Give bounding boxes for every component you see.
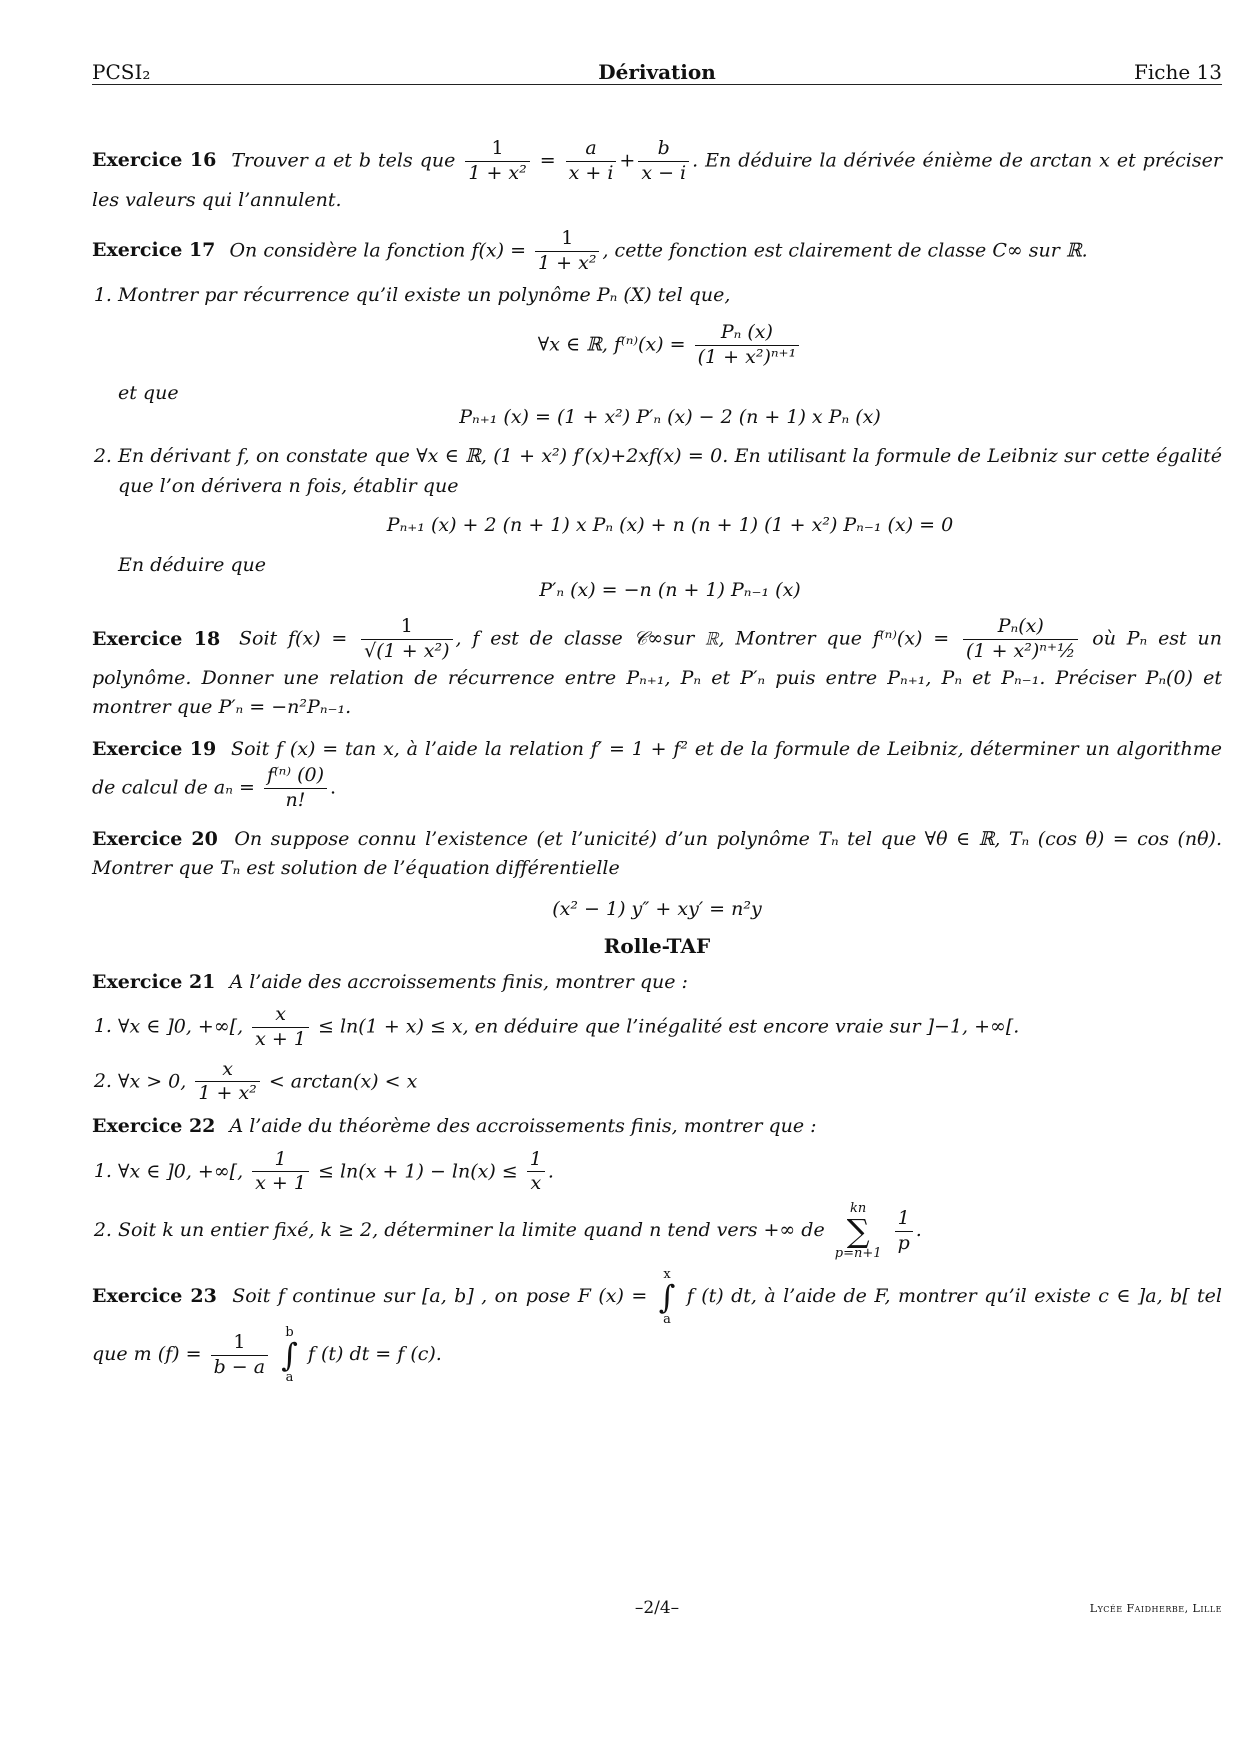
question-1: 1. ∀x ∈ ]0, +∞[, $\frac{1}{x + 1}$ ≤ ln(x + 1) − ln(x) ≤ $\frac{1}{x}$ .: [118, 1148, 1222, 1197]
exercise-23: Exercice 23 Soit f continue sur [a, b] , on pose F (x) = x ∫ a f (t) dt, à l’aide de F, montrer qu’il existe c ∈ ]a, b[ tel que m (f) = $\frac{1}{b - a}$ b ∫ a f (t) dt = f (c).: [92, 1267, 1222, 1385]
fraction: $\frac{\text{Pₙ(x)}}{\text{(1 + x²)ⁿ⁺½}}$: [963, 615, 1078, 664]
exercise-title: Exercice 19: [92, 737, 217, 760]
page-number: –2/4–: [634, 1598, 680, 1618]
question-2: 2. Soit k un entier fixé, k ≥ 2, déterminer la limite quand n tend vers +∞ de kn ∑ p=n+1 $\frac{1}{p}$ .: [118, 1202, 1222, 1260]
exercise-22-questions: [118, 1148, 1222, 1261]
exercise-title: Exercice 21: [92, 970, 216, 993]
exercise-title: Exercice 22: [92, 1115, 216, 1138]
question-1: 1. ∀x ∈ ]0, +∞[, $\frac{x}{x + 1}$ ≤ ln(1 + x) ≤ x, en déduire que l’inégalité est encore vraie sur ]−1, +∞[.: [118, 1003, 1222, 1052]
header-sheet: Fiche 13: [1134, 60, 1222, 84]
exercise-18: Exercice 18 Soit f(x) = $\frac{1}{\text{√(1 + x²)}}$ , f est de classe 𝒞∞sur ℝ, Montrer que f⁽ⁿ⁾(x) = $\frac{\text{Pₙ(x)}}{\text{(1 + x²)ⁿ⁺½}}$ où Pₙ est un polynôme. Donner une relation de récurrence entre Pₙ₊₁, Pₙ et P′ₙ puis entre Pₙ₊₁, Pₙ et Pₙ₋₁. Préciser Pₙ(0) et montrer que P′ₙ = −n²Pₙ₋₁.: [92, 615, 1222, 719]
fraction: $\frac{a}{x + i}$: [566, 137, 617, 186]
display-equation: ∀x ∈ ℝ, f⁽ⁿ⁾(x) = $\frac{\text{Pₙ (x)}}{\text{(1 + x²)ⁿ⁺¹}}$: [118, 321, 1222, 370]
display-equation: Pₙ₊₁ (x) + 2 (n + 1) x Pₙ (x) + n (n + 1) (1 + x²) Pₙ₋₁ (x) = 0: [386, 514, 954, 537]
exercise-21: Exercice 21 A l’aide des accroissements finis, montrer que :: [92, 970, 688, 993]
question-1: 1. Montrer par récurrence qu’il existe un polynôme Pₙ (X) tel que, ∀x ∈ ℝ, f⁽ⁿ⁾(x) = $\frac{\text{Pₙ (x)}}{\text{(1 + x²)ⁿ⁺¹}}$ et que Pₙ₊₁ (x) = (1 + x²) P′ₙ (x) − 2 (n + 1) x Pₙ (x): [118, 281, 1222, 432]
fraction: $\frac{1}{\text{1 + x²}}$: [535, 227, 599, 276]
exercise-title: Exercice 16: [92, 149, 217, 172]
integral: x ∫ a: [658, 1267, 676, 1327]
section-title: Rolle-TAF: [603, 933, 711, 958]
fraction: $\frac{1}{\text{1 + x²}}$: [465, 137, 529, 186]
question-2: 2. En dérivant f, on constate que ∀x ∈ ℝ, (1 + x²) f′(x)+2xf(x) = 0. En utilisant la formule de Leibniz sur cette égalité que l’on dérivera n fois, établir que Pₙ₊₁ (x) + 2 (n + 1) x Pₙ (x) + n (n + 1) (1 + x²) Pₙ₋₁ (x) = 0 En déduire que P′ₙ (x) = −n (n + 1) Pₙ₋₁ (x): [118, 442, 1222, 605]
fraction: $\frac{b}{x - i}$: [638, 137, 689, 186]
exercise-title: Exercice 23: [92, 1285, 217, 1307]
header-title: Dérivation: [598, 60, 716, 84]
header-class: PCSI₂: [92, 60, 151, 84]
summation: kn ∑ p=n+1: [834, 1201, 882, 1261]
exercise-20: Exercice 20 On suppose connu l’existence (et l’unicité) d’un polynôme Tₙ tel que ∀θ ∈ ℝ, Tₙ (cos θ) = cos (nθ). Montrer que Tₙ est solution de l’équation différentielle: [92, 827, 1222, 880]
exercise-17: Exercice 17 On considère la fonction f(x) = $\frac{1}{\text{1 + x²}}$ , cette fonction est clairement de classe C∞ sur ℝ.: [92, 226, 1088, 274]
integral: b ∫ a: [281, 1325, 298, 1385]
page-header: [92, 56, 1222, 85]
exercise-title: Exercice 18: [92, 627, 221, 650]
display-equation: P′ₙ (x) = −n (n + 1) Pₙ₋₁ (x): [539, 579, 801, 601]
display-equation: (x² − 1) y″ + xy′ = n²y: [552, 897, 762, 920]
fraction: $\frac{1}{\text{√(1 + x²)}}$: [361, 615, 452, 664]
exercise-title: Exercice 17: [92, 239, 216, 262]
exercise-title: Exercice 20: [92, 827, 218, 850]
exercise-17-questions: [118, 281, 1222, 605]
question-2: 2. ∀x > 0, $\frac{x}{\text{1 + x²}}$ < arctan(x) < x: [118, 1058, 1222, 1107]
school-name: Lycée Faidherbe, Lille: [1089, 1602, 1222, 1615]
exercise-22: Exercice 22 A l’aide du théorème des accroissements finis, montrer que :: [92, 1115, 817, 1138]
fraction: $\frac{\text{f⁽ⁿ⁾ (0)}}{n!}$: [264, 764, 327, 813]
exercise-19: Exercice 19 Soit f (x) = tan x, à l’aide la relation f′ = 1 + f² et de la formule de Leibniz, déterminer un algorithme de calcul de aₙ = $\frac{\text{f⁽ⁿ⁾ (0)}}{n!}$ .: [92, 737, 1222, 811]
exercise-16: Exercice 16 Trouver a et b tels que $\frac{1}{\text{1 + x²}}$ = $\frac{a}{x + i}$ + $\frac{b}{x - i}$ . En déduire la dérivée énième de arctan x et préciser les valeurs qui l’annulent.: [92, 137, 1222, 211]
display-equation: Pₙ₊₁ (x) = (1 + x²) P′ₙ (x) − 2 (n + 1) x Pₙ (x): [459, 405, 881, 428]
exercise-21-questions: [118, 1003, 1222, 1106]
page: [92, 56, 1222, 1384]
